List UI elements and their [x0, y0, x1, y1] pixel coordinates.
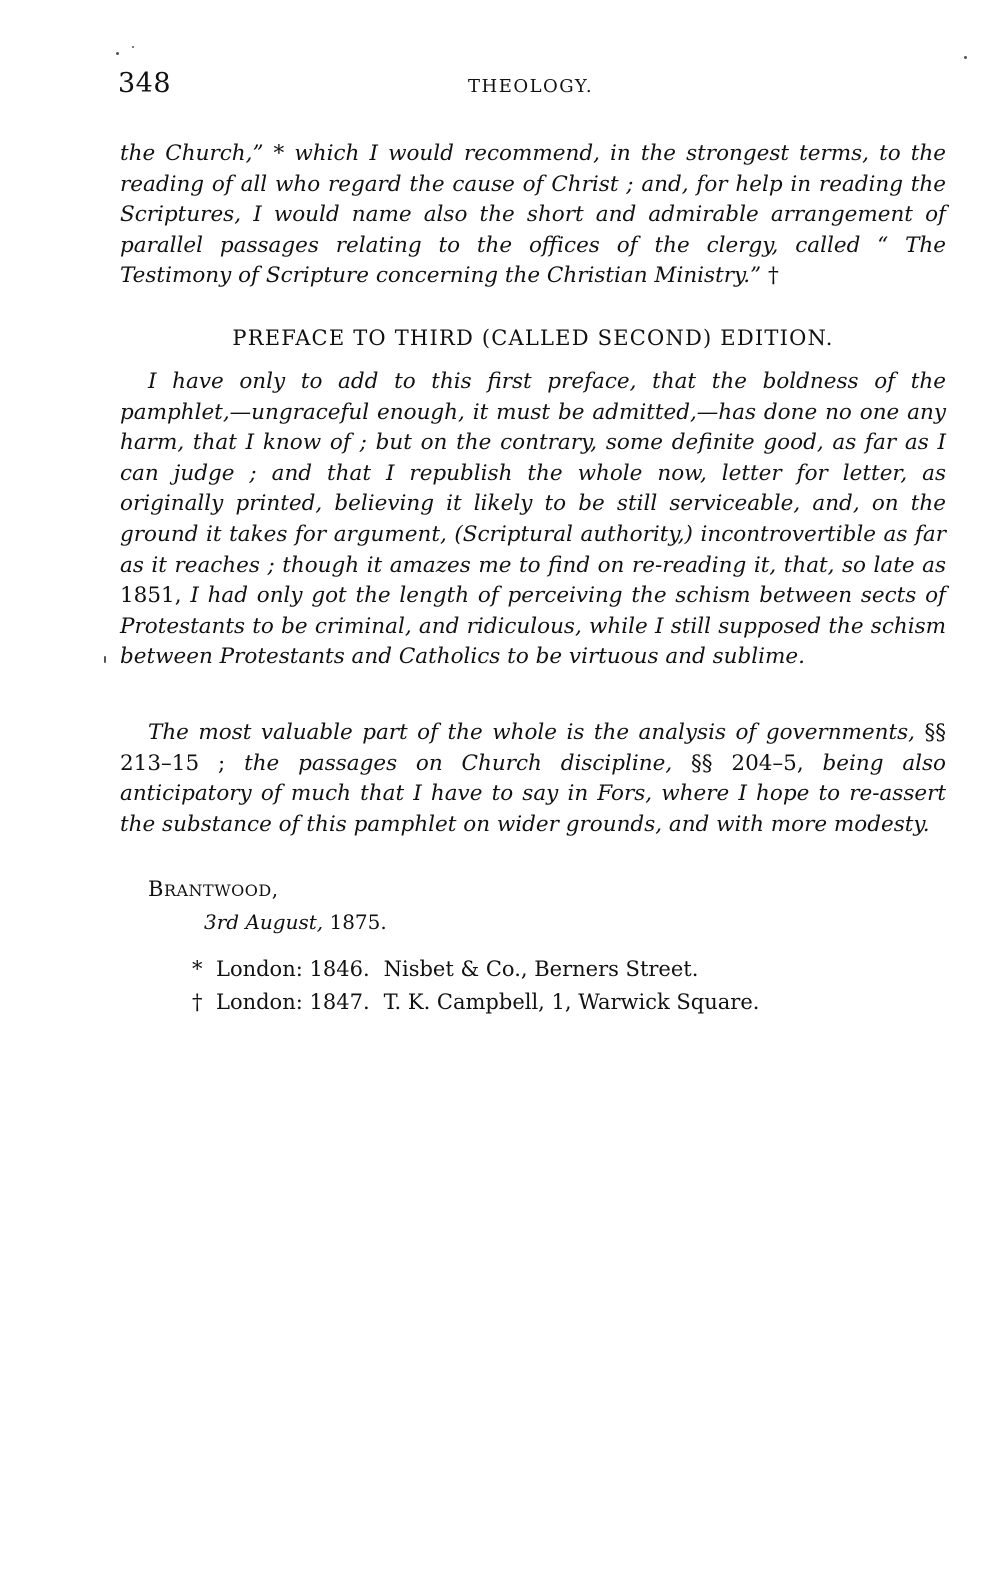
- footnote-year: 1846.: [309, 957, 370, 981]
- footnote-publisher: T. K. Campbell, 1, Warwick Square.: [383, 990, 760, 1014]
- scan-speck: [104, 656, 106, 663]
- footnote: [192, 953, 759, 986]
- paragraph-2-text-a: The most valuable part of the whole is the analysis of governments,: [148, 720, 916, 745]
- opening-paragraph: [120, 139, 946, 292]
- running-title: THEOLOGY.: [468, 76, 594, 97]
- section-heading: PREFACE TO THIRD (CALLED SECOND) EDITION.: [232, 326, 834, 350]
- running-head: [118, 68, 948, 104]
- place-initial: B: [148, 877, 164, 901]
- section-reference-1: §§ 213–15 ;: [120, 720, 946, 776]
- paragraph-1-text-a: I have only to add to this first preface, that the boldness of the pamphlet,—ungraceful enough, it must be admitted,—has done no one any harm, that I know of ; but on the contrary, some definite good, as far as I can judge ; and that I republish the whole now, letter for letter, as originally printed, believing it likely to be still serviceable, and, on the ground it takes for argument, (Scriptural authority,) incontrovertible as far as it reaches ; though it amazes me to find on re-reading it, that, so late as: [120, 369, 946, 578]
- place-rest: RANTWOOD: [163, 881, 272, 900]
- footnote-year: 1847.: [309, 990, 370, 1014]
- paragraph-1-text-b: I had only got the length of perceiving the schism between sects of Protestants to be criminal, and ridiculous, while I still supposed the schism between Protestants and Catholics to be virtuous and sublime.: [120, 583, 946, 670]
- footnote-publisher: Nisbet & Co., Berners Street.: [383, 957, 699, 981]
- scan-speck: [132, 46, 134, 48]
- footnote-mark: *: [192, 957, 203, 981]
- dagger-footnote-ref: †: [761, 263, 779, 289]
- preface-paragraph-2: [120, 718, 946, 840]
- footnote-city: London:: [216, 990, 303, 1014]
- scan-speck: [116, 52, 119, 55]
- footnote-city: London:: [216, 957, 303, 981]
- place-punct: ,: [271, 877, 279, 901]
- page-number: 348: [118, 68, 172, 99]
- section-reference-2: §§ 204–5,: [672, 750, 804, 776]
- date-day-month: 3rd August,: [204, 910, 324, 934]
- paragraph-1-year: 1851,: [120, 583, 182, 609]
- footnote-mark: †: [192, 990, 203, 1014]
- signoff-place: [148, 877, 279, 901]
- opening-text: the Church,” * which I would recommend, in the strongest terms, to the reading of all who regard the cause of Christ ; and, for help in reading the Scriptures, I would name also the short and admirable arrangement of parallel passages relating to the offices of the clergy, called “ The Testimony of Scripture concerning the Christian Ministry.”: [120, 141, 946, 289]
- signoff-date: [204, 910, 387, 934]
- scan-speck: [964, 56, 967, 59]
- footnote: [192, 986, 759, 1019]
- preface-paragraph-1: [120, 367, 946, 673]
- date-year: 1875.: [323, 910, 387, 934]
- paragraph-2-text-b: the passages on Church discipline,: [225, 750, 673, 776]
- paragraph-2-text-c: being also anticipatory of much that I have to say in Fors, where I hope to re-assert the substance of this pamphlet on wider grounds, and with more modesty.: [120, 750, 946, 837]
- footnotes: [192, 953, 759, 1019]
